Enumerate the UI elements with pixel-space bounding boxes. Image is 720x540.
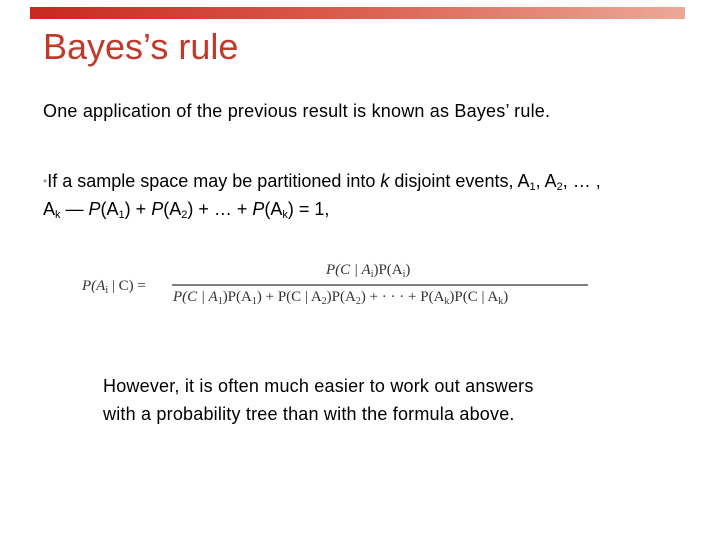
intro-text: One application of the previous result is known as Bayes’ rule. (43, 101, 551, 121)
bullet-text: ) = 1, (287, 199, 330, 219)
bullet-text: (A (100, 199, 119, 219)
bullet-text-part2: disjoint events, A (389, 171, 530, 191)
bullet-paragraph (43, 167, 601, 223)
formula-denominator: P(C | $A_1)P(A_1) + P(C$ | $A_2)P(A_2)$ + · · · + $P(A_k)P(C$ | $A_k$) (173, 289, 509, 307)
probability-symbol: P (252, 199, 265, 219)
bullet-line-1 (43, 167, 601, 195)
bullet-text: ) + (124, 199, 152, 219)
formula-numerator: P(C | $A_i)P(A_i)$ (326, 262, 411, 280)
slide-title: Bayes’s rule (43, 26, 239, 67)
bullet-text: , A (535, 171, 557, 191)
bullet-text-part1: If a sample space may be partitioned into (47, 171, 381, 191)
note-line-1: However, it is often much easier to work out answers (103, 376, 534, 396)
subscript: 2 (181, 209, 188, 221)
subscript: 1 (118, 209, 125, 221)
bullet-text: (A (264, 199, 283, 219)
bullet-text: (A (163, 199, 182, 219)
note-paragraph (103, 372, 534, 428)
bullet-text: — (60, 199, 89, 219)
bullet-marker: • (43, 174, 48, 188)
subscript: k (282, 209, 288, 221)
formula-lhs: $P(A_i$ | C) = (82, 278, 146, 296)
bayes-formula (80, 256, 592, 312)
formula-graphic (80, 256, 592, 312)
probability-symbol: P (88, 199, 101, 219)
probability-symbol: P (151, 199, 164, 219)
subscript: 2 (556, 181, 563, 193)
bullet-text: , … , (562, 171, 601, 191)
subscript: 1 (529, 181, 536, 193)
variable-k: k (380, 171, 390, 191)
bullet-text: ) + … + (187, 199, 253, 219)
bullet-text: A (43, 199, 56, 219)
title-accent-bar (30, 7, 685, 19)
bullet-line-2 (43, 195, 601, 223)
note-line-2: with a probability tree than with the formula above. (103, 404, 515, 424)
subscript: k (55, 209, 61, 221)
